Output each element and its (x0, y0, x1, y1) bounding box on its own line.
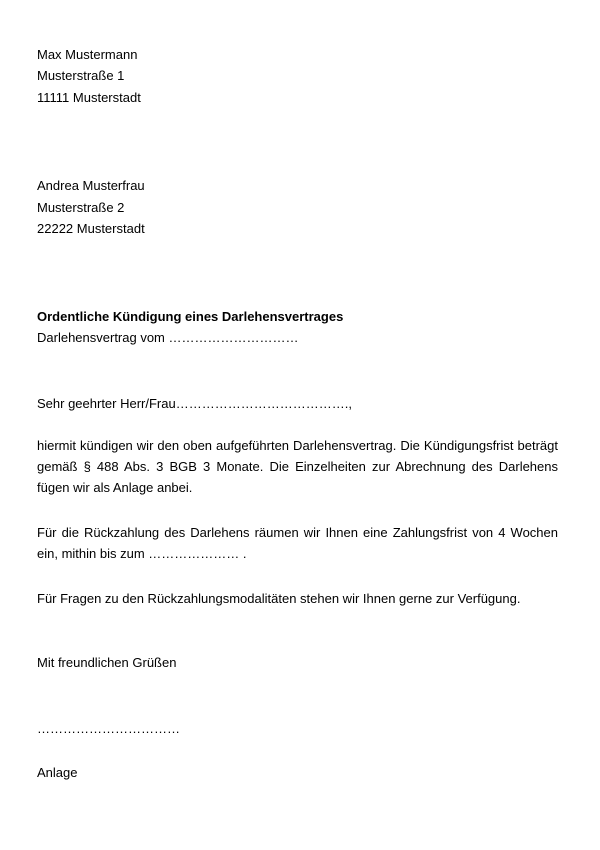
enclosure: Anlage (37, 765, 78, 780)
sender-city: 11111 Musterstadt (37, 90, 141, 105)
body-paragraph-2: Für die Rückzahlung des Darlehens räumen wir Ihnen eine Zahlungsfrist von 4 Wochen ein, mithin bis zum ………………… . (37, 525, 558, 561)
closing: Mit freundlichen Grüßen (37, 655, 177, 670)
recipient-city: 22222 Musterstadt (37, 221, 145, 236)
signature-line: …………………………… (37, 721, 180, 736)
body-paragraph-3: Für Fragen zu den Rückzahlungsmodalitäten stehen wir Ihnen gerne zur Verfügung. (37, 591, 521, 606)
body-paragraph-1: hiermit kündigen wir den oben aufgeführten Darlehensvertrag. Die Kündigungsfrist beträgt gemäß § 488 Abs. 3 BGB 3 Monate. Die Einzelheiten zur Abrechnung des Darlehens fügen wir als Anlage anbei. (37, 438, 558, 495)
subject-title: Ordentliche Kündigung eines Darlehensvertrages (37, 309, 344, 324)
sender-name: Max Mustermann (37, 47, 138, 62)
sender-street: Musterstraße 1 (37, 68, 125, 83)
subject-reference: Darlehensvertrag vom ………………………… (37, 330, 299, 345)
recipient-name: Andrea Musterfrau (37, 178, 145, 193)
salutation: Sehr geehrter Herr/Frau…………………………………., (37, 396, 352, 411)
recipient-street: Musterstraße 2 (37, 200, 125, 215)
